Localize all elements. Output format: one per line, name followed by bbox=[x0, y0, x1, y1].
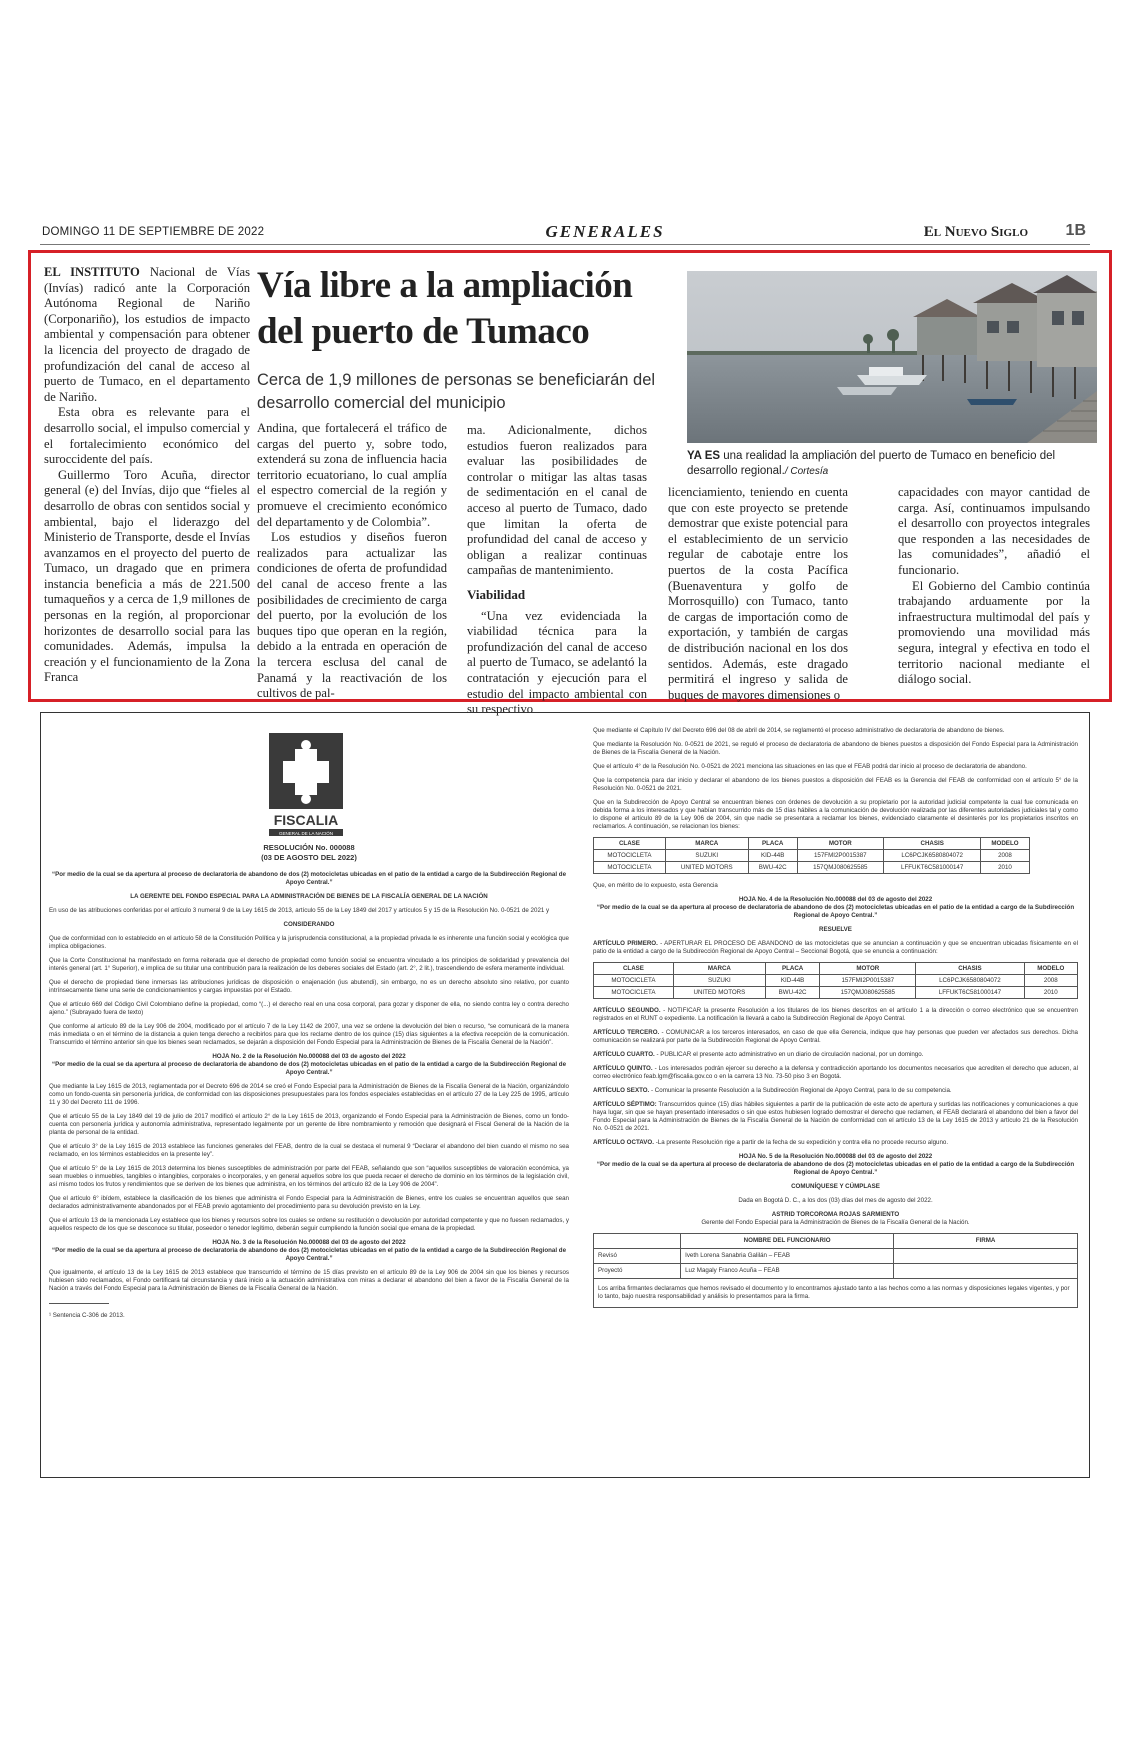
page-heading: HOJA No. 3 de la Resolución No.000088 del 03 de agosto del 2022 “Por medio de la cual se da apertura al proceso de declaratoria de abandono de dos (2) motocicletas ubicadas en el patio de la entidad a cargo de la Subdirección Regional de Apoyo Central.” bbox=[51, 1239, 567, 1262]
photo-caption bbox=[687, 449, 1097, 479]
article-column-5 bbox=[898, 485, 1090, 688]
legal-paragraph: Que la Corte Constitucional ha manifestado en forma reiterada que el derecho de propiedad como función social se encuentra vinculado a los principios de solidaridad y prevalencia del interés general (art. 1° Superior), e implica de su titular una contribución para la realización de los deberes sociales del Estado (art. 2°, 2 lit.), trascendiendo de esfera meramente individual. bbox=[49, 957, 569, 972]
footnote-rule bbox=[49, 1303, 109, 1306]
caption-text: una realidad la ampliación del puerto de Tumaco en beneficio del desarrollo regional. bbox=[687, 450, 1056, 477]
article-clause: ARTÍCULO CUARTO. - PUBLICAR el presente acto administrativo en un diario de circulación nacional, por un domingo. bbox=[593, 1051, 924, 1058]
article-paragraph: capacidades con mayor cantidad de carga. Así, continuamos impulsando el desarrollo con proyectos integrales que responden a las necesidades de las comunidades”, añadió el funcionario. bbox=[898, 485, 1090, 577]
article-paragraph: Los estudios y diseños fueron realizados para actualizar las condiciones de oferta de profundidad del canal de acceso frente a las posibilidades de crecimiento de carga del puerto, por la evolución de los buques tipo que operan en la región, debido a la entrada en operación de la tercera esclusa del canal de Panamá y la reactivación de los cultivos de pal- bbox=[257, 530, 447, 701]
legal-paragraph: Que, en mérito de lo expuesto, esta Gerencia bbox=[593, 882, 718, 889]
legal-paragraph: Que conforme al artículo 89 de la Ley 906 de 2004, modificado por el artículo 7 de la Ley 1142 de 2007, una vez se ordene la devolución del bien o recurso, “se comunicará de la manera más inmediata o en el término de la distancia a quien tenga derecho a recibirlos para que los reclame dentro de los quince (15) días siguientes a la efectiva recepción de la comunicación. Transcurrido el término anterior sin que los bienes sean reclamados, se dejarán a disposición del Fondo Especial para la Administración de Bienes de la Fiscalía General de la Nación”. bbox=[49, 1023, 569, 1046]
approval-table: NOMBRE DEL FUNCIONARIO FIRMA Revisó Iveth Lorena Sanabria Galilán – FEAB Proyectó Luz Magaly Franco Acuña – FEAB Los arriba firmantes declaramos que hemos revisado el documento y lo encontramos ajustado tanto a las hechos como a las normas y disposiciones legales vigentes, y por lo tanto, bajo nuestra responsabilidad y análisis lo presentamos para la firma. bbox=[593, 1233, 1078, 1308]
section-name: GENERALES bbox=[545, 222, 665, 241]
legal-paragraph: Que igualmente, el artículo 13 de la Ley 1615 de 2013 establece que transcurrido el término de 15 días previsto en el artículo 89 de la Ley 906 de 2004 sin que los bienes y recursos hubiesen sido reclamados, el Fondo certificará tal circunstancia y dará inicio a la actuación administrativa con miras a declarar el abandono del bien a favor de la Fiscalía General de la Nación a través del Fondo Especial para la Administración de Bienes de la Fiscalía General de la Nación. bbox=[49, 1269, 569, 1292]
news-article bbox=[28, 250, 1112, 717]
legal-notice bbox=[40, 712, 1090, 1478]
lead-in: EL INSTITUTO bbox=[44, 265, 140, 279]
photo-credit: / Cortesía bbox=[784, 466, 829, 477]
resolution-heading: RESOLUCIÓN No. 000088 (03 DE AGOSTO DEL 2022) bbox=[261, 843, 357, 862]
resuelve-heading: RESUELVE bbox=[819, 926, 852, 933]
table-row: Los arriba firmantes declaramos que hemos revisado el documento y lo encontramos ajustado tanto a las hechos como a las normas y disposiciones legales vigentes, y por lo tanto, bajo nuestra responsabilidad y análisis lo presentamos para la firma. bbox=[594, 1279, 1078, 1308]
legal-paragraph: Que mediante el Capítulo IV del Decreto 696 del 08 de abril de 2014, se reglamentó el proceso administrativo de declaratoria de abandono de bienes. bbox=[593, 727, 1005, 734]
table-row: Revisó Iveth Lorena Sanabria Galilán – FEAB bbox=[594, 1249, 1078, 1264]
signer-role: Gerente del Fondo Especial para la Administración de Bienes de la Fiscalía General de la Nación. bbox=[701, 1219, 970, 1226]
article-paragraph: ma. Adicionalmente, dichos estudios fueron realizados para evaluar las posibilidades de controlar o mitigar las altas tasas de sedimentación en el canal de acceso al puerto de Tumaco, dado que limitan la oferta de profundidad del canal de acceso y obligan a realizar continuas campañas de mantenimiento. bbox=[467, 423, 647, 578]
article-clause: ARTÍCULO SÉPTIMO: Transcurridos quince (15) días hábiles siguientes a partir de la publicación de este acto de apertura y surtidas las notificaciones y comunicaciones a que haya lugar, sin que se hayan presentado interesados o sin que estos hubiesen logrado demostrar el derecho que reclamen, el FEAB declarará el abandono del bien a favor del Fondo Especial para la Administración de Bienes de la Fiscalía General de la Nación de conformidad con el artículo 13 de la Ley 1615 de 2013 y artículo 21 de la Resolución No. 0-0521 de 2021. bbox=[593, 1101, 1079, 1132]
article-deck: Cerca de 1,9 millones de personas se beneficiarán del desarrollo comercial del municipio bbox=[257, 371, 656, 412]
vehicle-table-2: CLASE MARCA PLACA MOTOR CHASIS MODELO MOTOCICLETA SUZUKI KID-44B 157FMI2P0015387 LC6PCJK6580804072 2008 MOTOCICLETA UNITED MOTORS BWU-42C 157QMJ080625585 LFFUKT6C581000147 2010 bbox=[593, 962, 1078, 999]
article-clause: ARTÍCULO QUINTO. - Los interesados podrán ejercer su derecho a la defensa y contradicción aportando los documentos necesarios que acrediten el derecho que aducen, al correo electrónico feab.lgm@fiscalia.gov.co o en la carrera 13 No. 73-50 piso 3 en Bogotá. bbox=[593, 1065, 1078, 1080]
legal-paragraph: En uso de las atribuciones conferidas por el artículo 3 numeral 9 de la Ley 1615 de 2013, artículo 55 de la Ley 1849 del 2017 y artículos 5 y 15 de la Resolución No. 0-0521 de 2021 y bbox=[49, 907, 550, 914]
caption-lead: YA ES bbox=[687, 450, 721, 462]
article-column-2 bbox=[257, 421, 447, 702]
legal-paragraph: Que el artículo 5° de la Ley 1615 de 2013 determina los bienes susceptibles de administración por parte del FEAB, señalando que son “aquellos susceptibles de valoración económica, ya sean muebles o inmuebles, tangibles o intangibles, corporales o incorporales, y en general aquellos sobre los que pueda recaer el derecho de dominio en los términos de la legislación civil, así mismo todos los frutos y rendimientos que se deriven de los bienes que administra, en los términos del artículo 82 de la Ley 906 de 2004”. bbox=[49, 1165, 569, 1188]
page-heading: HOJA No. 2 de la Resolución No.000088 del 03 de agosto del 2022 “Por medio de la cual se da apertura al proceso de declaratoria de abandono de dos (2) motocicletas ubicadas en el patio de la entidad a cargo de la Subdirección Regional de Apoyo Central.” bbox=[51, 1053, 567, 1076]
article-subhead: Viabilidad bbox=[467, 586, 526, 602]
legal-paragraph: Que el artículo 669 del Código Civil Colombiano define la propiedad, como “(...) el derecho real en una cosa corporal, para gozar y disponer de ella, no siendo contra ley o contra derecho ajeno.” (Subrayado fuera de texto) bbox=[49, 1001, 569, 1016]
signer-name: ASTRID TORCOROMA ROJAS SARMIENTO bbox=[771, 1211, 900, 1218]
article-paragraph: “Una vez evidenciada la viabilidad técnica para la profundización del canal de acceso al puerto de Tumaco, se adelantó la contratación y ejecución para el estudio del impacto ambiental con su respectivo bbox=[467, 608, 647, 717]
table-row: MOTOCICLETA SUZUKI KID-44B 157FMI2P0015387 LC6PCJK6580804072 2008 bbox=[594, 850, 1030, 862]
legal-column-left bbox=[49, 843, 569, 1326]
legal-column-right bbox=[593, 727, 1078, 1308]
article-paragraph: Andina, que fortalecerá el tráfico de cargas del puerto y, sobre todo, extenderá su zona de influencia hacia territorio ecuatoriano, lo cual amplía el espectro comercial de la región y promueve el crecimiento económico del departamento y de Colombia”. bbox=[257, 421, 447, 529]
legal-paragraph: Que el artículo 3° de la Ley 1615 de 2013 establece las funciones generales del FEAB, dentro de la cual se destaca el numeral 9 “Declarar el abandono del bien cuando el mismo no sea reclamado, en los términos establecidos en la presente ley”. bbox=[49, 1143, 569, 1158]
article-paragraph: Esta obra es relevante para el desarrollo social, el impulso comercial y el fortalecimiento económico del suroccidente del país. bbox=[44, 405, 250, 467]
article-clause: ARTÍCULO TERCERO. - COMUNICAR a los terceros interesados, en caso de que ella Gerencia, indique que hay personas que pueden ver afectados sus derechos. Dicha comunicación se realizará por parte de la Subdirección Regional de Apoyo Central. bbox=[593, 1029, 1078, 1044]
article-column-3 bbox=[467, 423, 647, 718]
legal-paragraph: Que el artículo 4° de la Resolución No. 0-0521 de 2021 menciona las situaciones en las que el FEAB podrá dar inicio al proceso de declaratoria de abandono. bbox=[593, 763, 1027, 770]
logo-wordmark: FISCALIA bbox=[273, 812, 339, 828]
legal-paragraph: Que en la Subdirección de Apoyo Central se encuentran bienes con órdenes de devolución a su propietario por la autoridad judicial competente la cual fue comunicada en debida forma a los interesados y que habían transcurrido más de 15 días hábiles a la comunicación de devolución realizada por las diferentes autoridades judiciales tal y como lo dispone el artículo 89 de la Ley 906 de 2004, sin que nadie se presentara a reclamar los bienes, evidenciado claramente el desinterés por los propietarios inscritos en reclamarlos. A continuación, se relacionan los bienes: bbox=[593, 799, 1078, 830]
legal-paragraph: Que mediante la Ley 1615 de 2013, reglamentada por el Decreto 696 de 2014 se creó el Fondo Especial para la Administración de Bienes de la Fiscalía General de la Nación, organizándolo como un fondo-cuenta sin personería jurídica, de conformidad con las disposiciones presupuestales para los fondos especiales establecidas en el artículo 27 de la Ley 225 de 1995, artículo 11 y 30 del Decreto 111 de 1996. bbox=[49, 1083, 569, 1106]
harbor-photo bbox=[687, 271, 1097, 443]
table-row: Proyectó Luz Magaly Franco Acuña – FEAB bbox=[594, 1264, 1078, 1279]
legal-paragraph: Que el derecho de propiedad tiene inmersas las atribuciones jurídicas de disposición o enajenación (ius abutendi), sin embargo, no es un derecho absoluto sino relativo, por cuanto intrínsecamente tiene una serie de condicionamientos y cargas impuestas por el Estado. bbox=[49, 979, 569, 994]
legal-paragraph: Que el artículo 13 de la mencionada Ley establece que los bienes y recursos sobre los cuales se ordene su restitución o devolución por autoridad competente y que no fuesen reclamados, y aquellos respecto de los que se desconoce su titular, poseedor o tenedor legítimo, deberán seguir cumpliendo la función social que emana de la propiedad. bbox=[49, 1217, 569, 1232]
resolution-subject: “Por medio de la cual se da apertura al proceso de declaratoria de abandono de dos (2) motocicletas ubicadas en el patio de la entidad a cargo de la Subdirección Regional de Apoyo Central.” bbox=[51, 871, 567, 886]
page-masthead bbox=[40, 222, 1090, 245]
article-paragraph: licenciamiento, teniendo en cuenta que con este proyecto se pretende demostrar que existe potencial para el establecimiento de un servicio regular de cabotaje entre los puertos de la costa Pacífica (Buenaventura y golfo de Morrosquillo) con Tumaco, tanto de cargas de importación como de exportación, y también de cargas de distribución nacional en los dos sentidos. Además, este dragado permitirá el ingreso y salida de buques de mayores dimensiones o bbox=[668, 485, 848, 702]
article-clause: ARTÍCULO PRIMERO. - APERTURAR EL PROCESO DE ABANDONO de las motocicletas que se anuncian a continuación y que se encuentran ubicadas físicamente en el patio de la entidad a cargo de la Subdirección Regional de Apoyo Central – Seccional Bogotá, que se enuncia a continuación: bbox=[593, 940, 1078, 955]
fiscalia-logo bbox=[261, 733, 351, 841]
closing-heading: COMUNÍQUESE Y CÚMPLASE bbox=[791, 1183, 880, 1190]
article-paragraph: El Gobierno del Cambio continúa trabajando arduamente por la infraestructura multimodal del país y promoviendo una movilidad más segura, integral y efectiva en todo el territorio nacional mediante el diálogo social. bbox=[898, 578, 1090, 687]
table-row: MOTOCICLETA UNITED MOTORS BWU-42C 157QMJ080625585 LFFUKT6C581000147 2010 bbox=[594, 862, 1030, 874]
legal-paragraph: Que mediante la Resolución No. 0-0521 de 2021, se reguló el proceso de declaratoria de abandono de bienes puestos a disposición del Fondo Especial para la Administración de Bienes de la Fiscalía General de la Nación. bbox=[593, 741, 1078, 756]
article-paragraph: Guillermo Toro Acuña, director general (e) del Invías, dijo que “fieles al desarrollo de obras con sentidos social y ambiental, bajo el liderazgo del Ministerio de Transporte, desde el Invías avanzamos en el proyecto del puerto de Tumaco, un dragado que en primera instancia beneficia a más de 221.500 tumaqueños y a cerca de 1,9 millones de personas en la región, al proporcionar horizontes de desarrollo social para las comunidades. Además, impulsa la creación y el funcionamiento de la Zona Franca bbox=[44, 467, 250, 685]
legal-paragraph: Que la competencia para dar inicio y declarar el abandono de los bienes puestos a disposición del FEAB es la Gerencia del FEAB de conformidad con el artículo 5° de la Resolución No. 0-0521 de 2021. bbox=[593, 777, 1078, 792]
article-column-4 bbox=[668, 485, 848, 703]
legal-paragraph: Que el artículo 6° ibídem, establece la clasificación de los bienes que administra el Fondo Especial para la Administración de Bienes, entre los cuales se encuentran aquellos que sean declarados administrativamente abandonados por el FEAB previo agotamiento del procedimiento para su devolución previsto en la Ley. bbox=[49, 1195, 569, 1210]
page-number: 1B bbox=[1065, 222, 1086, 239]
article-clause: ARTÍCULO SEXTO. - Comunicar la presente Resolución a la Subdirección Regional de Apoyo Central, para lo de su competencia. bbox=[593, 1087, 952, 1094]
article-clause: ARTÍCULO SEGUNDO. - NOTIFICAR la presente Resolución a los titulares de los bienes descritos en el artículo 1 a la dirección o correo electrónico que se encuentren registrados en el RUNT o expediente. La notificación la llevará a cabo la Subdirección Regional de Apoyo Central. bbox=[593, 1007, 1078, 1022]
logo-subtitle: GENERAL DE LA NACIÓN bbox=[278, 831, 334, 836]
issue-date: DOMINGO 11 DE SEPTIEMBRE DE 2022 bbox=[42, 226, 265, 238]
legal-paragraph: Que de conformidad con lo establecido en el artículo 58 de la Constitución Política y la jurisprudencia constitucional, a la propiedad privada le es inherente una función social y ecológica que implica obligaciones. bbox=[49, 935, 569, 950]
table-row: MOTOCICLETA SUZUKI KID-44B 157FMI2P0015387 LC6PCJK6580804072 2008 bbox=[594, 975, 1078, 987]
article-paragraph: EL INSTITUTO Nacional de Vías (Invías) radicó ante la Corporación Autónoma Regional de Nariño (Corponariño), los estudios de impacto ambiental y compensación para obtener la licencia del proyecto de dragado de profundización del canal de acceso al puerto de Tumaco, en el departamento de Nariño. bbox=[44, 265, 250, 404]
page-heading: HOJA No. 4 de la Resolución No.000088 del 03 de agosto del 2022 “Por medio de la cual se da apertura al proceso de declaratoria de abandono de dos (2) motocicletas ubicadas en el patio de la entidad a cargo de la Subdirección Regional de Apoyo Central.” bbox=[596, 896, 1075, 919]
legal-paragraph: Dada en Bogotá D. C., a los dos (03) días del mes de agosto del 2022. bbox=[738, 1197, 933, 1204]
vehicle-table: CLASE MARCA PLACA MOTOR CHASIS MODELO MOTOCICLETA SUZUKI KID-44B 157FMI2P0015387 LC6PCJK6580804072 2008 MOTOCICLETA UNITED MOTORS BWU-42C 157QMJ080625585 LFFUKT6C581000147 2010 bbox=[593, 837, 1030, 874]
legal-paragraph: Que el artículo 55 de la Ley 1849 del 19 de julio de 2017 modificó el artículo 2° de la Ley 1615 de 2013, organizando el Fondo Especial para la Administración de Bienes, como un fondo-cuenta con personería jurídica y autonomía administrativa, representado legalmente por un gerente de libre nombramiento y remoción que designará el Fiscal General de la Nación de la planta de personal de la entidad. bbox=[49, 1113, 569, 1136]
table-row: MOTOCICLETA UNITED MOTORS BWU-42C 157QMJ080625585 LFFUKT6C581000147 2010 bbox=[594, 987, 1078, 999]
considerando-heading: CONSIDERANDO bbox=[283, 921, 335, 928]
article-clause: ARTÍCULO OCTAVO. -La presente Resolución rige a partir de la fecha de su expedición y contra ella no procede recurso alguno. bbox=[593, 1139, 949, 1146]
footnote: ¹ Sentencia C-306 de 2013. bbox=[49, 1312, 125, 1319]
newspaper-name: El Nuevo Siglo bbox=[923, 224, 1028, 240]
article-column-1 bbox=[44, 265, 250, 686]
page-heading: HOJA No. 5 de la Resolución No.000088 del 03 de agosto del 2022 “Por medio de la cual se da apertura al proceso de declaratoria de abandono de dos (2) motocicletas ubicadas en el patio de la entidad a cargo de la Subdirección Regional de Apoyo Central.” bbox=[596, 1153, 1075, 1176]
resolution-issuer: LA GERENTE DEL FONDO ESPECIAL PARA LA ADMINISTRACIÓN DE BIENES DE LA FISCALÍA GENERAL DE LA NACIÓN bbox=[130, 893, 488, 900]
article-headline: Vía libre a la ampliación del puerto de Tumaco bbox=[257, 265, 633, 352]
